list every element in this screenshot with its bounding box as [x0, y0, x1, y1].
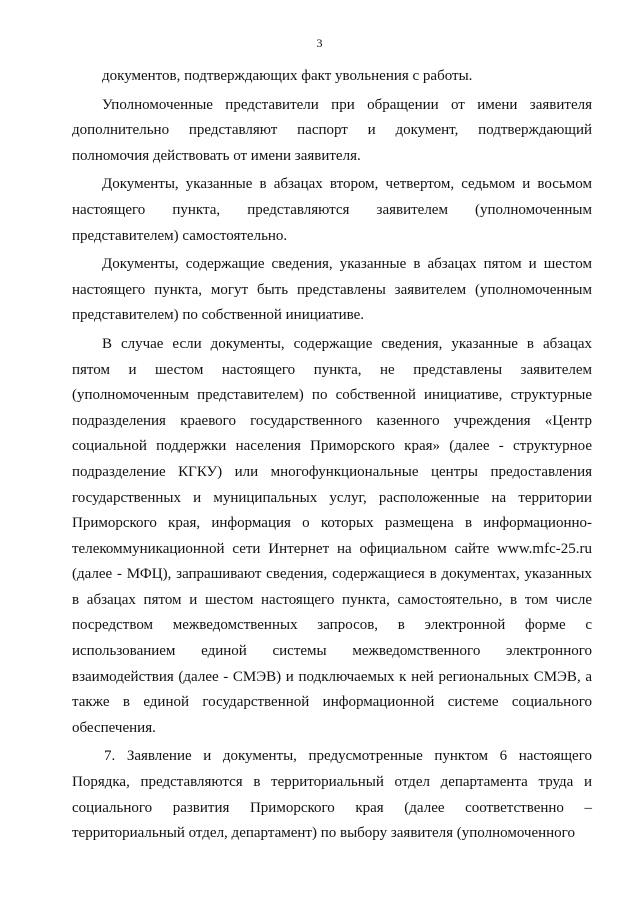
document-body	[72, 64, 592, 850]
paragraph-continuation: документов, подтверждающих факт увольнения с работы.	[102, 68, 473, 84]
page-number: 3	[316, 36, 323, 50]
paragraph-documents-self: Документы, указанные в абзацах втором, четвертом, седьмом и восьмом настоящего пункта, представляются заявителем (уполномоченным представителем) самостоятельно.	[72, 176, 592, 244]
paragraph-item-7: 7. Заявление и документы, предусмотренные пунктом 6 настоящего Порядка, представляются в территориальный отдел департамента труда и социального развития Приморского края (далее соответственно – территориальный отдел, департамент) по выбору заявителя (уполномоченного	[72, 748, 592, 842]
paragraph-representatives: Уполномоченные представители при обращении от имени заявителя дополнительно представляют паспорт и документ, подтверждающий полномочия действовать от имени заявителя.	[72, 96, 592, 164]
paragraph-documents-initiative: Документы, содержащие сведения, указанные в абзацах пятом и шестом настоящего пункта, могут быть представлены заявителем (уполномоченным представителем) по собственной инициативе.	[72, 256, 592, 324]
paragraph-interagency-requests: В случае если документы, содержащие сведения, указанные в абзацах пятом и шестом настоящего пункта, не представлены заявителем (уполномоченным представителем) по собственной инициативе, структурные подразделения краевого государственного казенного учреждения «Центр социальной поддержки населения Приморского края» (далее - структурное подразделение КГКУ) или многофункциональные центры предоставления государственных и муниципальных услуг, расположенные на территории Приморского края, информация о которых размещена в информационно-телекоммуникационной сети Интернет на официальном сайте www.mfc-25.ru (далее - МФЦ), запрашивают сведения, содержащиеся в документах, указанных в абзацах пятом и шестом настоящего пункта, самостоятельно, в том числе посредством межведомственных запросов, в электронной форме с использованием единой системы межведомственного электронного взаимодействия (далее - СМЭВ) и подключаемых к ней региональных СМЭВ, а также в единой государственной информационной системе социального обеспечения.	[72, 335, 592, 736]
